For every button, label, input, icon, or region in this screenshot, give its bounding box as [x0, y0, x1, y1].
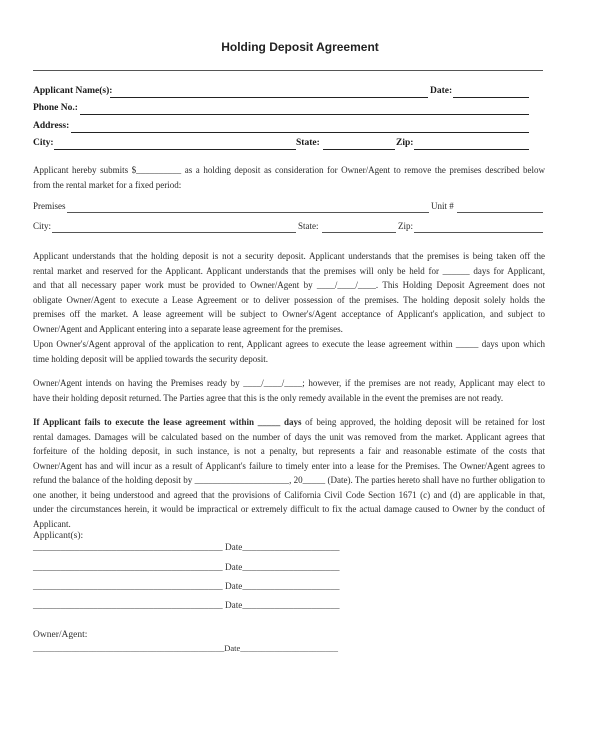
- paragraph-line: under the circumstances herein, it would be impractical or extremely difficult to fix the actual damage caused to Owner by the conduct of: [33, 504, 545, 514]
- paragraph-line: Owner/Agent intends on having the Premises ready by ____/____/____; however, if the premises are not ready, Applicant may elect to: [33, 378, 545, 388]
- page-title: Holding Deposit Agreement: [221, 40, 379, 54]
- paragraph-line: refund the balance of the holding deposit by _____________________, 20_____ (Date). The parties hereto shall have no further obligation to: [33, 475, 545, 485]
- paragraph-line: forfeiture of the holding deposit, in such instance, is not a penalty, but represents a fair and reasonable estimate of the costs that: [33, 446, 545, 456]
- paragraph-line: time holding deposit will be applied towards the security deposit.: [33, 353, 268, 364]
- owner-agent-label: Owner/Agent:: [33, 630, 88, 640]
- applicant-name-field[interactable]: [110, 97, 428, 98]
- paragraph-line: one another, it being understood and agreed that the provisions of California Civil Code Section 1671 (c) and (d) are applicable in that,: [33, 489, 545, 500]
- applicant-signature-line[interactable]: _________________________________________ Date_____________________: [33, 582, 340, 592]
- state-label: State:: [296, 138, 320, 148]
- intro-paragraph: [33, 163, 545, 192]
- address-field[interactable]: [71, 132, 529, 133]
- applicant-signature-line[interactable]: _________________________________________ Date_____________________: [33, 543, 340, 553]
- applicant-signature-line[interactable]: _________________________________________ Date_____________________: [33, 601, 340, 611]
- owner-signature-line[interactable]: _____________________________________________Date_______________________: [33, 643, 339, 653]
- address-label: Address:: [33, 121, 70, 131]
- paragraph-line: Applicant understands that the holding deposit is not a security deposit. Applicant understands that the premises is being taken off the: [33, 251, 545, 261]
- city-field[interactable]: [54, 149, 296, 150]
- approval-paragraph: [33, 337, 545, 366]
- forfeiture-paragraph: [33, 415, 545, 531]
- applicants-label: Applicant(s):: [33, 531, 84, 541]
- title-divider: [33, 70, 543, 71]
- holding-deposit-paragraph: [33, 249, 545, 336]
- premises-label: Premises: [33, 201, 66, 211]
- city-label: City:: [33, 138, 54, 148]
- forfeiture-first-line: of being approved, the holding deposit will be retained for lost: [301, 417, 545, 427]
- premises-city-field[interactable]: [52, 232, 296, 233]
- paragraph-line: obligate Owner/Agent to execute a Lease Agreement or to deliver possession of the premises. The holding deposit solely holds the: [33, 294, 545, 305]
- unit-field[interactable]: [457, 212, 543, 213]
- intro-line: from the rental market for a fixed period:: [33, 179, 182, 190]
- applicant-signature-line[interactable]: _________________________________________ Date_____________________: [33, 563, 340, 573]
- applicant-name-label: Applicant Name(s):: [33, 86, 113, 96]
- premises-zip-field[interactable]: [414, 232, 543, 233]
- premises-state-field[interactable]: [322, 232, 396, 233]
- intro-line: Applicant hereby submits $__________ as a holding deposit as consideration for Owner/Agent to remove the premises described below: [33, 165, 545, 175]
- unit-label: Unit #: [431, 201, 454, 211]
- paragraph-line: Applicant.: [33, 518, 71, 529]
- paragraph-line: rental damages. Damages will be calculated based on the number of days the unit was removed from the market. Applicant agrees that: [33, 431, 545, 442]
- paragraph-line: have their holding deposit returned. The Parties agree that this is the only remedy available in the event the premises are not ready.: [33, 392, 504, 403]
- zip-label: Zip:: [396, 138, 414, 148]
- phone-label: Phone No.:: [33, 103, 78, 113]
- paragraph-line: premises off the market. A lease agreement will be subject to Owner's/Agent acceptance of Applicant's application, and subject to: [33, 309, 545, 319]
- paragraph-line: rental market and reserved for the Applicant. Applicant understands that the premises will only be held for ______ days for Applicant,: [33, 265, 545, 276]
- paragraph-line: [33, 415, 545, 430]
- zip-field[interactable]: [414, 149, 529, 150]
- premises-ready-paragraph: [33, 376, 545, 405]
- premises-zip-label: Zip:: [398, 221, 413, 231]
- premises-state-label: State:: [298, 221, 319, 231]
- paragraph-line: Upon Owner's/Agent approval of the application to rent, Applicant agrees to execute the lease agreement within _____ days upon which: [33, 339, 545, 349]
- premises-field[interactable]: [67, 212, 429, 213]
- paragraph-line: Owner/Agent and Applicant entering into a separate lease agreement for the premises.: [33, 323, 343, 334]
- state-field[interactable]: [323, 149, 395, 150]
- phone-field[interactable]: [80, 114, 529, 115]
- forfeiture-bold-text: If Applicant fails to execute the lease agreement within _____ days: [33, 417, 302, 427]
- premises-city-label: City:: [33, 221, 52, 231]
- date-label: Date:: [430, 86, 453, 96]
- paragraph-line: and that all necessary paper work must be provided to Owner/Agent by ____/____/____. This Holding Deposit Agreement does not: [33, 280, 545, 290]
- date-field[interactable]: [453, 97, 529, 98]
- paragraph-line: Owner/Agent has and will incur as a result of Applicant's failure to timely enter into a lease for the Premises. The Owner/Agent agrees to: [33, 460, 545, 471]
